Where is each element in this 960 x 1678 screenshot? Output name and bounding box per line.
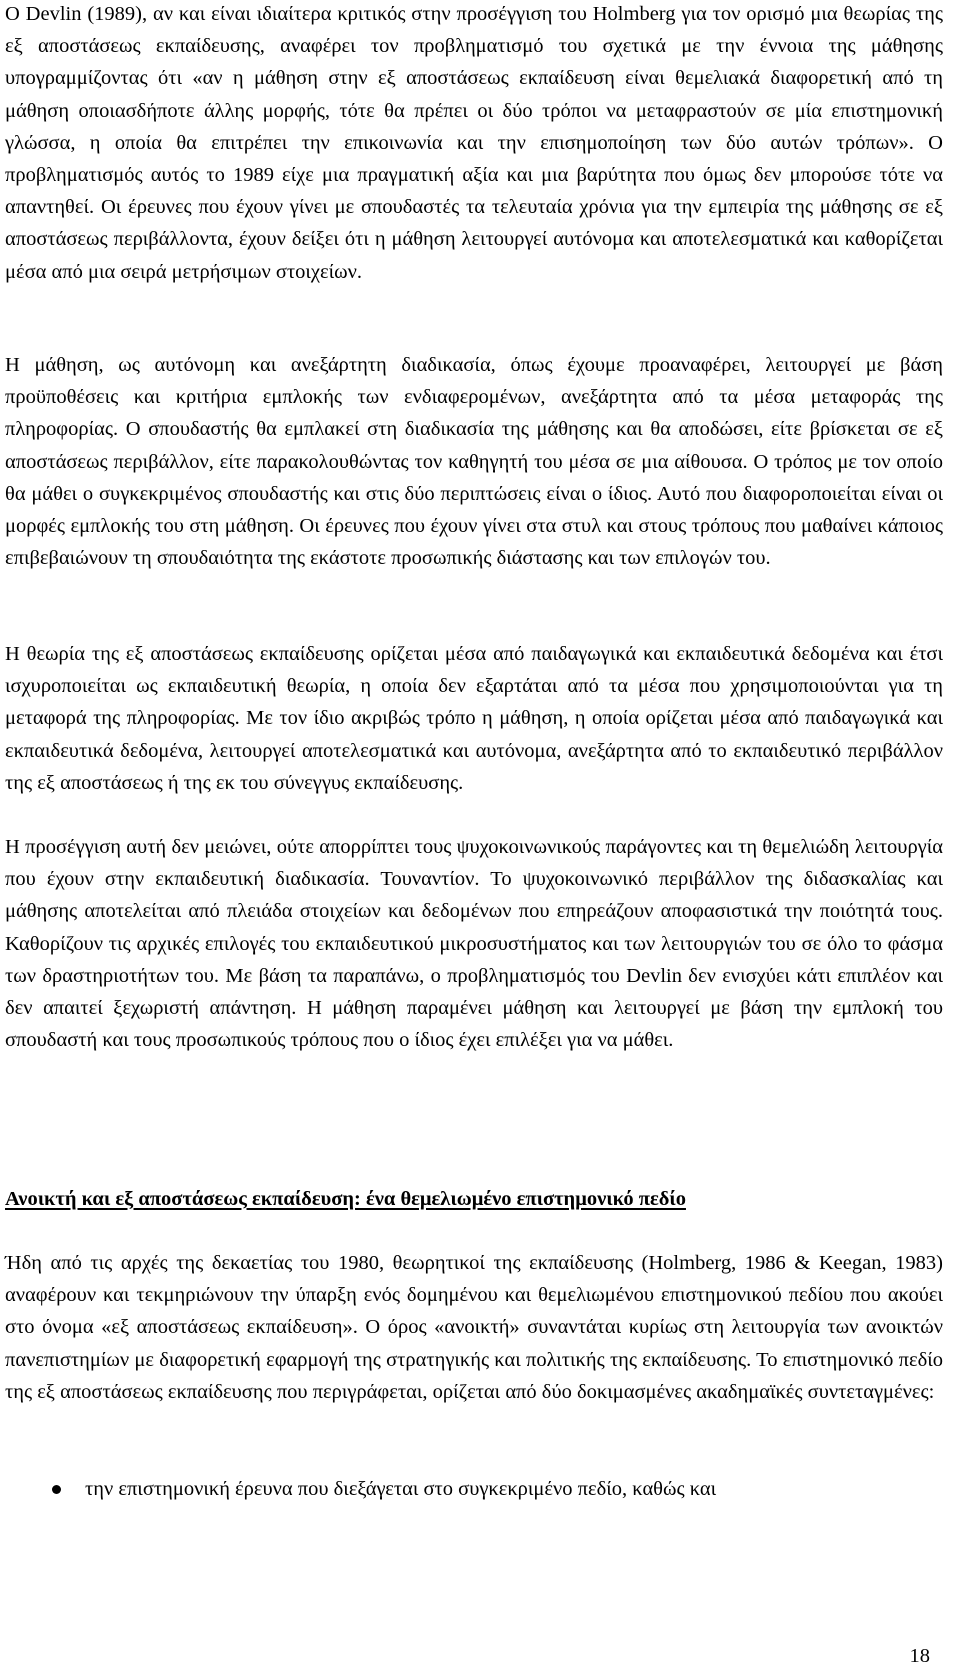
list-item-text: την επιστημονική έρευνα που διεξάγεται στο συγκεκριμένο πεδίο, καθώς και <box>85 1478 717 1500</box>
paragraph-theory-definition: Η θεωρία της εξ αποστάσεως εκπαίδευσης ορίζεται μέσα από παιδαγωγικά και εκπαιδευτικά δεδομένα και έτσι ισχυροποιείται ως εκπαιδευτική θεωρία, η οποία δεν εξαρτάται από τα μέσα που χρησιμοποιούνται για τη μεταφορά της πληροφορίας. Με τον ίδιο ακριβώς τρόπο η μάθηση, η οποία ορίζεται μέσα από παιδαγωγικά και εκπαιδευτικά δεδομένα, λειτουργεί αποτελεσματικά και αυτόνομα, ανεξάρτητα από το εκπαιδευτικό περιβάλλον της εξ αποστάσεως ή της εκ του σύνεγγυς εκπαίδευσης. <box>5 643 943 794</box>
paragraph-devlin: O Devlin (1989), αν και είναι ιδιαίτερα κριτικός στην προσέγγιση του Holmberg για τον ορισμό μια θεωρίας της εξ αποστάσεως εκπαίδευσης, αναφέρει τον προβληματισμό του σχετικά με την έννοια της μάθησης υπογραμμίζοντας ότι «αν η μάθηση στην εξ αποστάσεως εκπαίδευση είναι θεμελιακά διαφορετική από τη μάθηση οποιασδήποτε άλλης μορφής, τότε θα πρέπει οι δύο τρόποι να μεταφραστούν σε μία επιστημονική γλώσσα, η οποία θα επιτρέπει την επικοινωνία και την επισημοποίηση των δύο αυτών τρόπων». Ο προβληματισμός αυτός το 1989 είχε μια πραγματική αξία και μια βαρύτητα που όμως δεν μπορούσε τότε να απαντηθεί. Οι έρευνες που έχουν γίνει με σπουδαστές τα τελευταία χρόνια για την εμπειρία της μάθησης σε εξ αποστάσεως περιβάλλοντα, έχουν δείξει ότι η μάθηση λειτουργεί αυτόνομα και αποτελεσματικά και καθορίζεται μέσα από μια σειρά μετρήσιμων στοιχείων. <box>5 3 943 283</box>
page-number: 18 <box>909 1645 930 1667</box>
bullet-dot-icon <box>52 1485 61 1494</box>
paragraph-open-distance-field: Ήδη από τις αρχές της δεκαετίας του 1980, θεωρητικοί της εκπαίδευσης (Holmberg, 1986 & Keegan, 1983) αναφέρουν και τεκμηριώνουν την ύπαρξη ενός δομημένου και θεμελιωμένου επιστημονικού πεδίου που ακούει στο όνομα «εξ αποστάσεως εκπαίδευση». Ο όρος «ανοικτή» συναντάται κυρίως στη λειτουργία των ανοικτών πανεπιστημίων με διαφορετική εφαρμογή της στρατηγικής και πολιτικής της εκπαίδευσης. Το επιστημονικό πεδίο της εξ αποστάσεως εκπαίδευσης που περιγράφεται, ορίζεται από δύο δοκιμασμένες ακαδημαϊκές συντεταγμένες: <box>5 1252 943 1403</box>
paragraph-learning-autonomy: Η μάθηση, ως αυτόνομη και ανεξάρτητη διαδικασία, όπως έχουμε προαναφέρει, λειτουργεί με βάση προϋποθέσεις και κριτήρια εμπλοκής των ενδιαφερομένων, ανεξάρτητα από τα μέσα μεταφοράς της πληροφορίας. Ο σπουδαστής θα εμπλακεί στη διαδικασία της μάθησης και θα αποδώσει, είτε βρίσκεται σε εξ αποστάσεως περιβάλλον, είτε παρακολουθώντας τον καθηγητή του μέσα σε μια αίθουσα. Ο τρόπος με τον οποίο θα μάθει ο συγκεκριμένος σπουδαστής και στις δύο περιπτώσεις είναι ο ίδιος. Αυτό που διαφοροποιείται είναι οι μορφές εμπλοκής του στη μάθηση. Οι έρευνες που έχουν γίνει στα στυλ και στους τρόπους που μαθαίνει κάποιος επιβεβαιώνουν τη σπουδαιότητα της εκάστοτε προσωπικής διάστασης και των επιλογών του. <box>5 354 943 570</box>
section-heading: Ανοικτή και εξ αποστάσεως εκπαίδευση: ένα θεμελιωμένο επιστημονικό πεδίο <box>5 1188 686 1210</box>
list-item <box>5 1473 943 1505</box>
paragraph-psychosocial: Η προσέγγιση αυτή δεν μειώνει, ούτε απορρίπτει τους ψυχοκοινωνικούς παράγοντες και τη θεμελιώδη λειτουργία που έχουν στην εκπαιδευτική διαδικασία. Τουναντίον. Το ψυχοκοινωνικό περιβάλλον της διδασκαλίας και μάθησης αποτελείται από πλειάδα στοιχείων και δεδομένων που επηρεάζουν αποφασιστικά την ποιότητά τους. Καθορίζουν τις αρχικές επιλογές του εκπαιδευτικού μικροσυστήματος και των λειτουργιών του σε όλο το φάσμα των δραστηριοτήτων του. Με βάση τα παραπάνω, ο προβληματισμός του Devlin δεν ενισχύει κάτι επιπλέον και δεν απαιτεί ξεχωριστή απάντηση. Η μάθηση παραμένει μάθηση και λειτουργεί με βάση την εμπλοκή του σπουδαστή και τους προσωπικούς τρόπους που ο ίδιος έχει επιλέξει για να μάθει. <box>5 836 943 1052</box>
bullet-list <box>5 1473 943 1505</box>
